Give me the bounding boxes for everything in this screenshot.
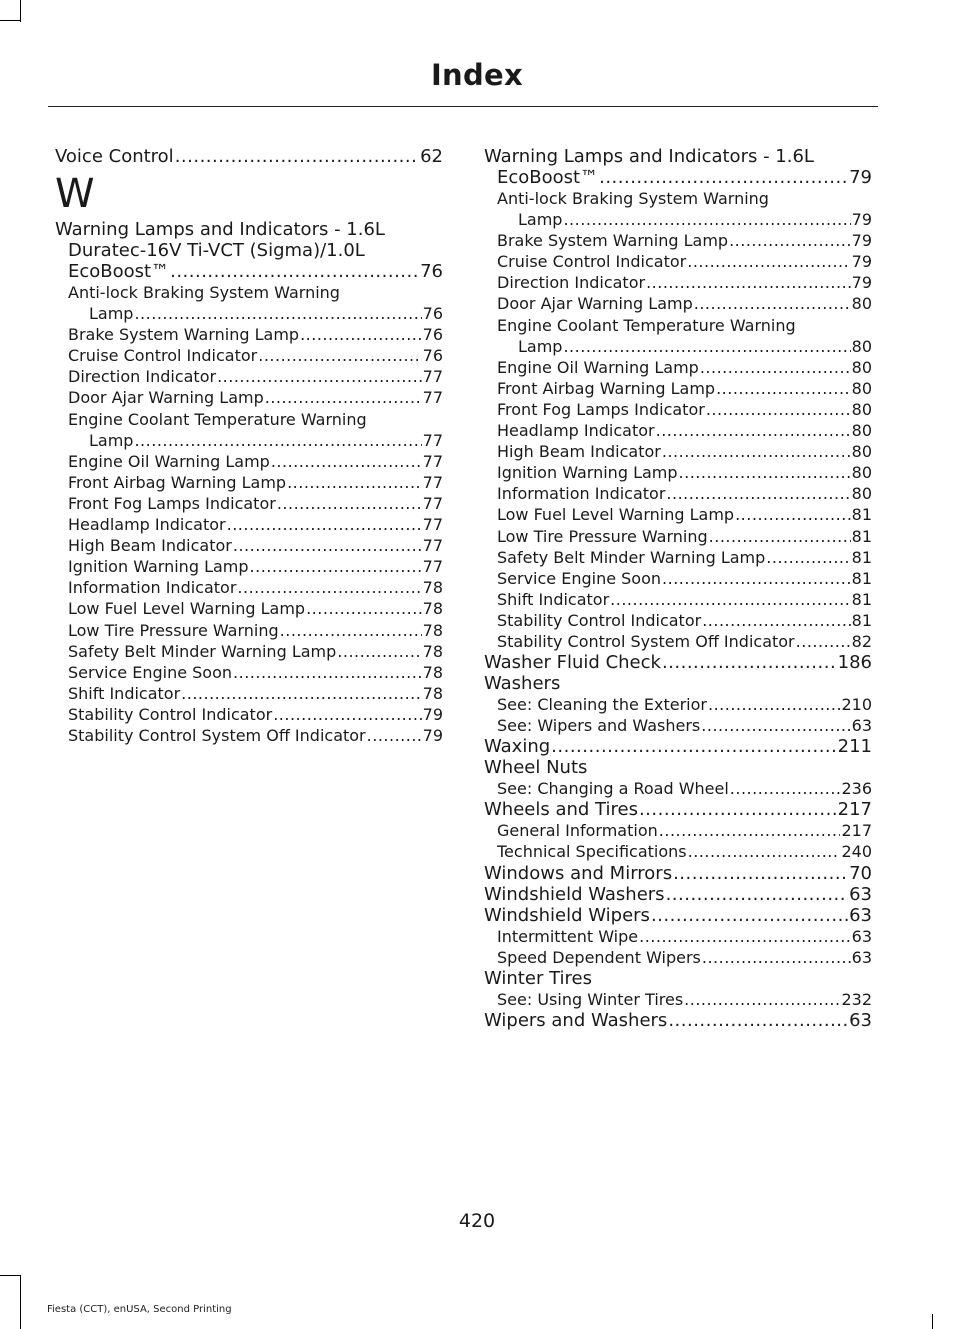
index-entry-page: 79 [851,210,872,230]
index-entry-heading: Warning Lamps and Indicators - 1.6L [484,146,814,167]
dot-leader [662,652,837,673]
dot-leader [237,577,421,598]
index-entry-label: Door Ajar Warning Lamp [497,294,693,314]
index-entry-page: 80 [851,463,872,483]
dot-leader [656,420,851,441]
index-entry-label: See: Using Winter Tires [497,989,684,1009]
index-entry[interactable] [484,504,872,525]
index-entry[interactable] [55,387,443,408]
index-entry[interactable] [484,251,872,272]
index-entry-label: Wheels and Tires [484,799,638,821]
index-entry[interactable] [484,399,872,420]
index-entry[interactable] [55,514,443,535]
index-entry-page: 79 [849,167,872,188]
index-entry-label: Front Fog Lamps Indicator [497,399,705,419]
dot-leader [729,230,851,251]
dot-leader [134,430,421,451]
index-entry-label: Front Airbag Warning Lamp [497,378,716,398]
index-entry-label: Stability Control System Off Indicator [497,631,795,651]
index-entry-page: 186 [837,652,872,674]
index-entry-label: Waxing [484,736,551,758]
index-entry-label: Ignition Warning Lamp [68,557,249,577]
dot-leader [694,293,851,314]
index-entry-page: 232 [841,989,872,1009]
index-entry[interactable] [484,526,872,547]
index-entry[interactable] [484,820,872,841]
index-entry-page: 77 [422,430,443,450]
index-entry-page: 63 [849,904,872,926]
index-entry[interactable] [484,209,872,230]
index-entry-label: Information Indicator [497,484,666,504]
index-entry-label: Low Fuel Level Warning Lamp [68,599,306,619]
index-entry-label: Shift Indicator [68,683,181,703]
index-entry-label: See: Wipers and Washers [497,716,701,736]
dot-leader [730,778,841,799]
index-entry[interactable] [484,736,872,757]
index-entry-heading: Anti-lock Braking System Warning [497,189,769,208]
index-entry[interactable] [55,430,443,451]
index-entry-page: 76 [422,304,443,324]
index-entry-page: 77 [422,515,443,535]
dot-leader [684,989,840,1010]
dot-leader [217,366,422,387]
index-entry-label: Door Ajar Warning Lamp [68,388,264,408]
index-entry-page: 80 [851,357,872,377]
index-entry-label: Shift Indicator [497,589,610,609]
dot-leader [639,799,837,820]
index-entry[interactable] [55,451,443,472]
index-entry-page: 78 [422,641,443,661]
index-entry-page: 211 [837,736,872,758]
index-column-left [55,146,443,746]
index-entry-label: Service Engine Soon [68,662,233,682]
index-letter-heading: W [55,171,95,217]
dot-leader [673,863,848,884]
index-entry[interactable] [484,272,872,293]
dot-leader [134,303,421,324]
index-entry-label: Windows and Mirrors [484,862,673,884]
index-entry[interactable] [55,535,443,556]
crop-mark [0,20,20,21]
index-entry[interactable] [55,472,443,493]
index-entry-heading: Anti-lock Braking System Warning [68,283,340,302]
index-entry-page: 80 [851,399,872,419]
index-entry-page: 77 [422,493,443,513]
index-entry-page: 77 [422,388,443,408]
index-entry-label: Lamp [89,304,134,324]
dot-leader [716,378,851,399]
index-entry-page: 63 [851,926,872,946]
index-entry-page: 80 [851,421,872,441]
dot-leader [646,272,851,293]
index-entry[interactable] [484,863,872,884]
dot-leader [337,641,421,662]
index-entry-label: Direction Indicator [68,367,217,387]
dot-leader [702,947,851,968]
index-entry-page: 217 [837,799,872,821]
index-entry-page: 80 [851,378,872,398]
index-entry[interactable] [55,345,443,366]
index-entry[interactable] [55,704,443,725]
dot-leader [175,146,419,167]
index-entry-label: Cruise Control Indicator [497,252,687,272]
dot-leader [233,535,422,556]
dot-leader [766,547,850,568]
index-entry-page: 240 [841,842,872,862]
index-entry-label: Brake System Warning Lamp [497,231,729,251]
dot-leader [666,483,850,504]
index-entry-page: 81 [851,610,872,630]
dot-leader [227,514,422,535]
index-entry-heading: Washers [484,673,561,695]
dot-leader [599,167,848,188]
crop-mark [932,1314,933,1329]
dot-leader [367,725,422,746]
index-entry[interactable] [55,261,443,282]
index-entry[interactable] [484,631,872,652]
index-entry-page: 63 [849,1009,872,1031]
index-entry-page: 76 [422,325,443,345]
index-entry-label: Stability Control Indicator [497,610,702,630]
index-entry-page: 76 [422,346,443,366]
index-entry-page: 78 [422,662,443,682]
index-entry[interactable] [484,357,872,378]
index-entry[interactable] [484,589,872,610]
dot-leader [688,841,841,862]
index-entry[interactable] [484,568,872,589]
crop-mark [20,1275,21,1329]
dot-leader [639,926,851,947]
index-entry-page: 77 [422,536,443,556]
dot-leader [280,620,422,641]
index-entry[interactable] [484,230,872,251]
index-entry-page: 81 [851,505,872,525]
dot-leader [659,820,841,841]
dot-leader [258,345,421,366]
index-entry-label: Ignition Warning Lamp [497,463,678,483]
index-entry[interactable] [55,493,443,514]
index-entry-label: Windshield Washers [484,883,665,905]
index-entry-label: Front Fog Lamps Indicator [68,493,276,513]
dot-leader [563,209,850,230]
dot-leader [708,694,840,715]
index-entry-label: Washer Fluid Check [484,652,661,674]
index-entry-label: High Beam Indicator [68,536,232,556]
index-entry[interactable] [484,905,872,926]
index-entry[interactable] [55,556,443,577]
index-entry-page: 82 [851,631,872,651]
dot-leader [300,324,422,345]
index-entry[interactable] [55,303,443,324]
index-entry-page: 78 [422,599,443,619]
index-column-right [484,146,872,1031]
dot-leader [687,251,850,272]
dot-leader [271,451,422,472]
index-entry-page: 62 [420,146,443,167]
index-entry-label: See: Cleaning the Exterior [497,695,707,715]
dot-leader [679,462,851,483]
index-entry-page: 79 [851,252,872,272]
title-divider [48,106,878,107]
index-entry-page: 78 [422,683,443,703]
index-entry[interactable] [484,841,872,862]
index-entry-page: 236 [841,779,872,799]
index-entry-label: Technical Specifications [497,842,687,862]
dot-leader [662,441,851,462]
dot-leader [702,610,850,631]
index-entry[interactable] [484,1010,872,1031]
index-entry[interactable] [55,146,443,167]
index-entry[interactable] [55,620,443,641]
dot-leader [265,387,422,408]
index-entry-page: 77 [422,367,443,387]
index-entry-page: 63 [851,947,872,967]
index-entry-label: Front Airbag Warning Lamp [68,472,287,492]
dot-leader [668,1010,848,1031]
dot-leader [287,472,422,493]
index-entry-page: 81 [851,568,872,588]
footer-text: Fiesta (CCT), enUSA, Second Printing [47,1304,232,1315]
index-entry[interactable] [484,926,872,947]
index-entry[interactable] [484,547,872,568]
index-entry-label: Voice Control [55,146,174,167]
page-number: 420 [458,1210,496,1232]
dot-leader [233,662,422,683]
index-entry-label: Headlamp Indicator [497,421,655,441]
index-entry-page: 78 [422,620,443,640]
index-entry-label: Stability Control System Off Indicator [68,725,366,745]
index-entry-label: Wipers and Washers [484,1009,668,1031]
index-entry-label: Engine Oil Warning Lamp [68,451,270,471]
index-entry-page: 79 [851,273,872,293]
dot-leader [706,399,851,420]
index-entry-heading: Winter Tires [484,967,592,989]
index-entry-page: 217 [841,821,872,841]
index-entry[interactable] [484,715,872,736]
index-entry-label: Intermittent Wipe [497,926,639,946]
index-entry-label: Cruise Control Indicator [68,346,258,366]
dot-leader [250,556,422,577]
dot-leader [701,715,850,736]
index-entry-heading: Wheel Nuts [484,757,588,779]
index-entry[interactable] [484,989,872,1010]
index-entry[interactable] [55,725,443,746]
dot-leader [662,568,851,589]
index-entry-label: Engine Oil Warning Lamp [497,357,699,377]
dot-leader [610,589,850,610]
index-entry-heading: Engine Coolant Temperature Warning [68,409,367,429]
index-entry-label: Low Tire Pressure Warning [497,526,708,546]
index-entry-label: Direction Indicator [497,273,646,293]
crop-mark [20,0,21,22]
index-entry-label: Headlamp Indicator [68,515,226,535]
index-entry-label: Safety Belt Minder Warning Lamp [497,547,766,567]
index-entry[interactable] [484,947,872,968]
index-entry-label: Brake System Warning Lamp [68,325,300,345]
index-entry-label: Windshield Wipers [484,904,650,926]
index-entry[interactable] [484,799,872,820]
index-entry-label: Information Indicator [68,578,237,598]
index-entry-label: EcoBoost™ [68,261,170,282]
index-entry-page: 77 [422,451,443,471]
dot-leader [735,504,851,525]
dot-leader [651,905,848,926]
index-entry-label: See: Changing a Road Wheel [497,779,729,799]
index-entry-label: Stability Control Indicator [68,704,273,724]
index-entry-heading: Warning Lamps and Indicators - 1.6L [55,219,385,240]
dot-leader [563,336,850,357]
dot-leader [551,736,836,757]
index-entry[interactable] [484,610,872,631]
dot-leader [170,261,419,282]
index-entry-label: EcoBoost™ [497,167,599,188]
index-entry[interactable] [55,598,443,619]
index-entry[interactable] [484,884,872,905]
index-entry[interactable] [55,324,443,345]
dot-leader [181,683,421,704]
index-entry-page: 210 [841,695,872,715]
index-entry-page: 77 [422,472,443,492]
index-entry[interactable] [484,778,872,799]
page-title: Index [430,58,524,92]
index-entry-label: Lamp [89,430,134,450]
index-entry-page: 78 [422,578,443,598]
index-entry-heading: Engine Coolant Temperature Warning [497,315,796,335]
dot-leader [666,884,849,905]
index-entry-label: Speed Dependent Wipers [497,947,701,967]
index-entry-page: 76 [420,261,443,282]
index-entry[interactable] [484,293,872,314]
index-entry-label: Safety Belt Minder Warning Lamp [68,641,337,661]
index-entry-page: 80 [851,442,872,462]
index-entry-page: 79 [422,704,443,724]
index-entry-page: 79 [851,231,872,251]
index-entry[interactable] [484,441,872,462]
index-entry-page: 81 [851,547,872,567]
index-entry-page: 81 [851,589,872,609]
index-entry-heading: Duratec-16V Ti-VCT (Sigma)/1.0L [68,240,365,261]
index-entry-page: 80 [851,294,872,314]
index-entry-label: Low Fuel Level Warning Lamp [497,505,735,525]
index-entry-page: 63 [849,883,872,905]
dot-leader [306,598,422,619]
index-entry-page: 77 [422,557,443,577]
index-entry[interactable] [55,641,443,662]
index-entry-page: 80 [851,484,872,504]
index-entry-label: Low Tire Pressure Warning [68,620,279,640]
index-entry-label: Service Engine Soon [497,568,662,588]
index-entry[interactable] [484,462,872,483]
dot-leader [709,526,851,547]
index-entry[interactable] [484,336,872,357]
index-entry-page: 70 [849,862,872,884]
index-entry[interactable] [484,167,872,188]
dot-leader [700,357,851,378]
index-entry[interactable] [55,577,443,598]
dot-leader [277,493,422,514]
index-entry-page: 81 [851,526,872,546]
index-entry[interactable] [484,420,872,441]
index-entry[interactable] [484,378,872,399]
index-entry[interactable] [484,694,872,715]
index-entry-label: Lamp [518,210,563,230]
index-entry[interactable] [484,483,872,504]
index-entry-label: High Beam Indicator [497,442,661,462]
index-entry-page: 80 [851,336,872,356]
crop-mark [0,1275,20,1276]
index-entry-page: 79 [422,725,443,745]
index-entry[interactable] [55,683,443,704]
dot-leader [796,631,851,652]
index-entry[interactable] [55,662,443,683]
dot-leader [273,704,421,725]
index-entry-page: 63 [851,716,872,736]
index-entry-label: Lamp [518,336,563,356]
index-entry[interactable] [484,652,872,673]
index-entry[interactable] [55,366,443,387]
index-entry-label: General Information [497,821,658,841]
